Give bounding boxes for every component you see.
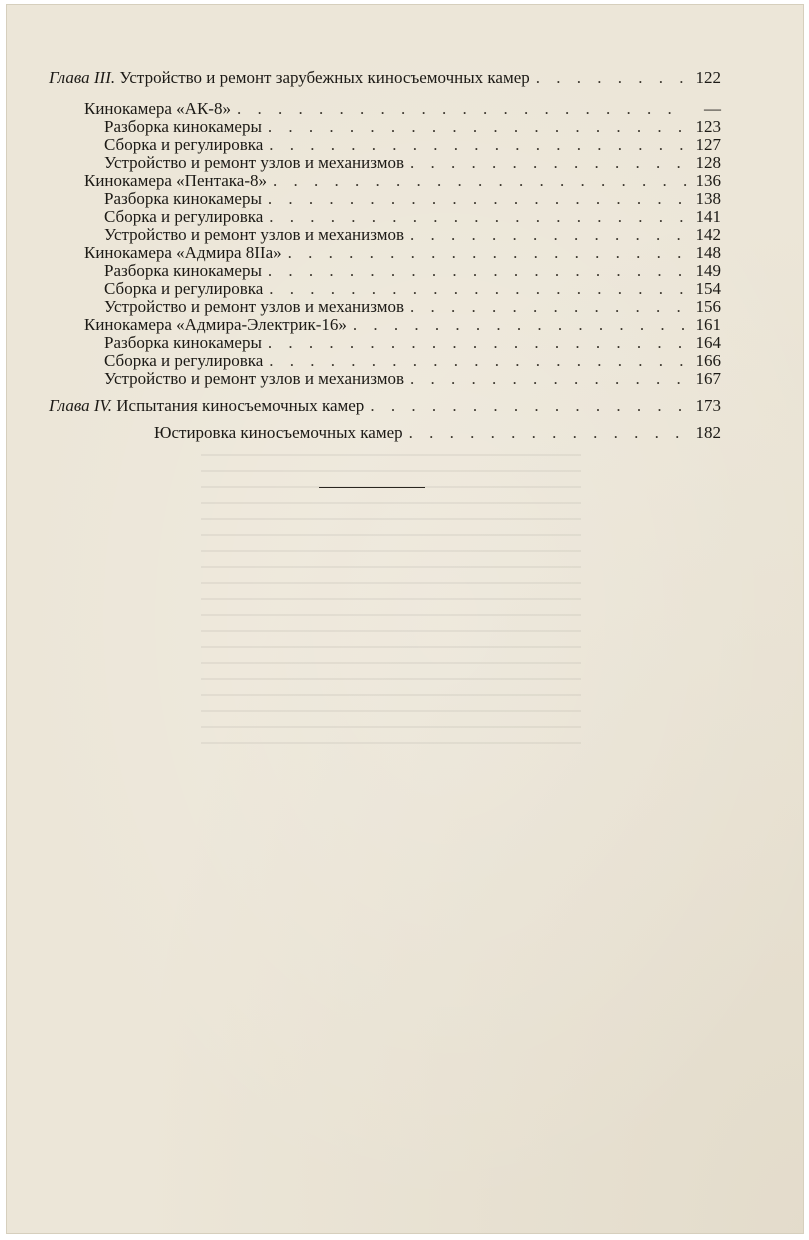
toc-subentry [104,189,721,208]
toc-subentry [104,117,721,136]
dot-leader [410,297,689,316]
toc-entry-title: Устройство и ремонт узлов и механизмов [104,297,405,316]
toc-entry-title: Кинокамера «Пентака-8» [84,171,267,190]
dot-leader [269,279,689,298]
section-divider [319,487,425,488]
toc-entry-title: Устройство и ремонт узлов и механизмов [104,225,405,244]
toc-entry-title: Сборка и регулировка [104,351,264,370]
page-number: 127 [695,135,721,154]
toc-entry-title: Разборка кинокамеры [104,189,262,208]
dot-leader [269,207,689,226]
toc-subentry [104,261,721,280]
toc-subentry [104,297,721,316]
toc-subentry [104,333,721,352]
toc-entry-adjustment [154,423,721,442]
page-number: 154 [695,279,721,298]
dot-leader [268,117,689,136]
dot-leader [269,351,689,370]
page-number: 123 [695,117,721,136]
dot-leader [268,189,689,208]
toc-chapter-3 [49,68,721,87]
toc-model-pentaka8 [84,171,721,190]
toc-entry-title: Устройство и ремонт узлов и механизмов [104,153,405,172]
page-number: 164 [695,333,721,352]
toc-subentry [104,351,721,370]
page-number: 149 [695,261,721,280]
toc-entry-title: Разборка кинокамеры [104,261,262,280]
toc-subentry [104,207,721,226]
dot-leader [410,369,689,388]
chapter-label: Глава IV. [49,396,113,415]
dot-leader [370,396,689,415]
toc-entry-title: Разборка кинокамеры [104,117,262,136]
toc-entry-title: Кинокамера «Адмира-Электрик-16» [84,315,347,334]
toc-subentry [104,369,721,388]
toc-subentry [104,153,721,172]
toc-entry-title: Глава III. Устройство и ремонт зарубежных киносъемочных камер [49,68,530,87]
toc-entry-title: Глава IV. Испытания киносъемочных камер [49,396,365,415]
page-number: — [704,99,721,118]
page-number: 122 [695,68,721,87]
dot-leader [409,423,689,442]
page-number: 156 [695,297,721,316]
book-page [6,4,804,1234]
dot-leader [237,99,689,118]
dot-leader [269,135,689,154]
toc-entry-title: Сборка и регулировка [104,135,264,154]
toc-subentry [104,135,721,154]
page-number: 166 [695,351,721,370]
dot-leader [273,171,689,190]
toc-model-admira16 [84,315,721,334]
toc-entry-title: Разборка кинокамеры [104,333,262,352]
table-of-contents [6,4,804,1234]
toc-entry-title: Юстировка киносъемочных камер [154,423,403,442]
toc-chapter-4 [49,396,721,415]
dot-leader [353,315,689,334]
dot-leader [536,68,689,87]
toc-model-admira8 [84,243,721,262]
dot-leader [410,225,689,244]
toc-entry-title: Кинокамера «АК-8» [84,99,231,118]
page-number: 173 [695,396,721,415]
toc-model-ak8 [84,99,721,118]
page-number: 141 [695,207,721,226]
page-number: 136 [695,171,721,190]
page-number: 167 [695,369,721,388]
page-number: 128 [695,153,721,172]
page-number: 148 [695,243,721,262]
dot-leader [268,261,689,280]
page-number: 138 [695,189,721,208]
page-number: 182 [695,423,721,442]
page-number: 161 [695,315,721,334]
dot-leader [410,153,689,172]
toc-subentry [104,279,721,298]
chapter-label: Глава III. [49,68,116,87]
toc-entry-title: Устройство и ремонт узлов и механизмов [104,369,405,388]
toc-entry-title: Сборка и регулировка [104,279,264,298]
toc-entry-title: Сборка и регулировка [104,207,264,226]
dot-leader [288,243,689,262]
page-number: 142 [695,225,721,244]
toc-subentry [104,225,721,244]
dot-leader [268,333,689,352]
toc-entry-title: Кинокамера «Адмира 8IIa» [84,243,282,262]
